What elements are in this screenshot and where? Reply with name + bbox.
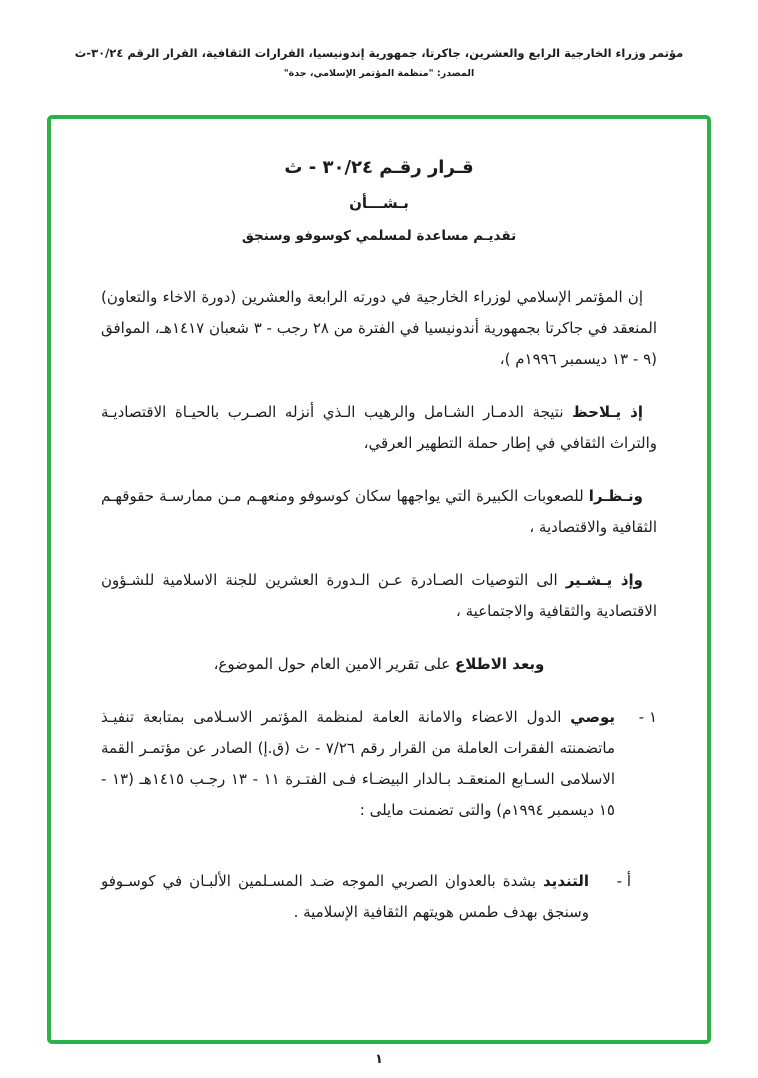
resolution-green-frame [47, 115, 711, 1044]
document-header [0, 46, 758, 79]
item-rest: الدول الاعضاء والامانة العامة لمنظمة المؤتمر الاسـلامى بمتابعة تنفيـذ ماتضمنته الفقرات العاملة من القرار رقم ٧/٢٦ - ث (ق.إ) الصادر عن مؤتمـر القمة الاسلامى السـابع المنعقـد بـالدار البيضـاء فـى الفتـرة ١١ - ١٣ رجـب ١٤١٥هـ (١٣ - ١٥ ديسمبر ١٩٩٤م) والتى تضمنت مايلى : [101, 708, 615, 819]
sub-item-a [101, 866, 631, 928]
paragraph-text: للصعوبات الكبيرة التي يواجهها سكان كوسوفو ومنعهـم مـن ممارسـة حقوقهـم الثقافية والاقتصادية ، [101, 487, 657, 536]
resolution-content [51, 119, 707, 928]
paragraph-lead: وإذ يـشـير [565, 571, 644, 589]
paragraph-lead: إذ يـلاحظ [572, 403, 643, 421]
resolution-number-title: قـرار رقـم ٣٠/٢٤ - ث [284, 157, 474, 178]
paragraph-text: الى التوصيات الصـادرة عـن الـدورة العشرين للجنة الاسلامية للشـؤون الاقتصادية والثقافية والاجتماعية ، [101, 571, 657, 620]
subitem-text [101, 866, 589, 928]
subitem-number: أ - [616, 872, 631, 890]
paragraph-text: على تقرير الامين العام حول الموضوع، [213, 655, 455, 673]
page-number: ١ [375, 1052, 383, 1067]
subject-title: تقديـم مساعدة لمسلمي كوسوفو وسنجق [241, 228, 517, 244]
having-reviewed-paragraph [101, 649, 657, 680]
paragraph-text: إن المؤتمر الإسلامي لوزراء الخارجية في دورته الرابعة والعشرين (دورة الاخاء والتعاون) المنعقد في جاكرتا بجمهورية أندونيسيا في الفترة من ٢٨ رجب - ٣ شعبان ١٤١٧هـ، الموافق (٩ - ١٣ ديسمبر ١٩٩٦م )، [101, 288, 658, 368]
operative-item-1 [101, 702, 657, 826]
item-text [101, 702, 615, 826]
noting-paragraph [101, 397, 657, 459]
item-lead: يوصي [570, 708, 615, 726]
paragraph-lead: ونـظـرا [588, 487, 643, 505]
preamble-paragraph [101, 282, 657, 375]
considering-paragraph [101, 481, 657, 543]
recalling-paragraph [101, 565, 657, 627]
resolution-body [101, 282, 657, 928]
item-number: ١ - [638, 708, 657, 726]
subitem-rest: بشدة بالعدوان الصربي الموجه ضـد المسـلمين الألبـان في كوسـوفو وسنجق بهدف طمس هويتهم الثقافية الإسلامية . [101, 872, 589, 921]
header-citation: مؤتمر وزراء الخارجية الرابع والعشرين، جاكرتا، جمهورية إندونيسيا، القرارات الثقافية، القرار الرقم ٣٠/٢٤-ث [74, 46, 684, 60]
subitem-lead: التنديد [543, 872, 589, 890]
paragraph-text: نتيجة الدمـار الشـامل والرهيب الـذي أنزله الصـرب بالحيـاة الاقتصاديـة والتراث الثقافي في إطار حملة التطهير العرقي، [101, 403, 657, 452]
header-source: المصدر: "منظمة المؤتمر الإسلامي، جدة" [283, 68, 475, 79]
regarding-title: بـشـــأن [349, 194, 409, 212]
paragraph-lead: وبعد الاطلاع [455, 655, 545, 673]
